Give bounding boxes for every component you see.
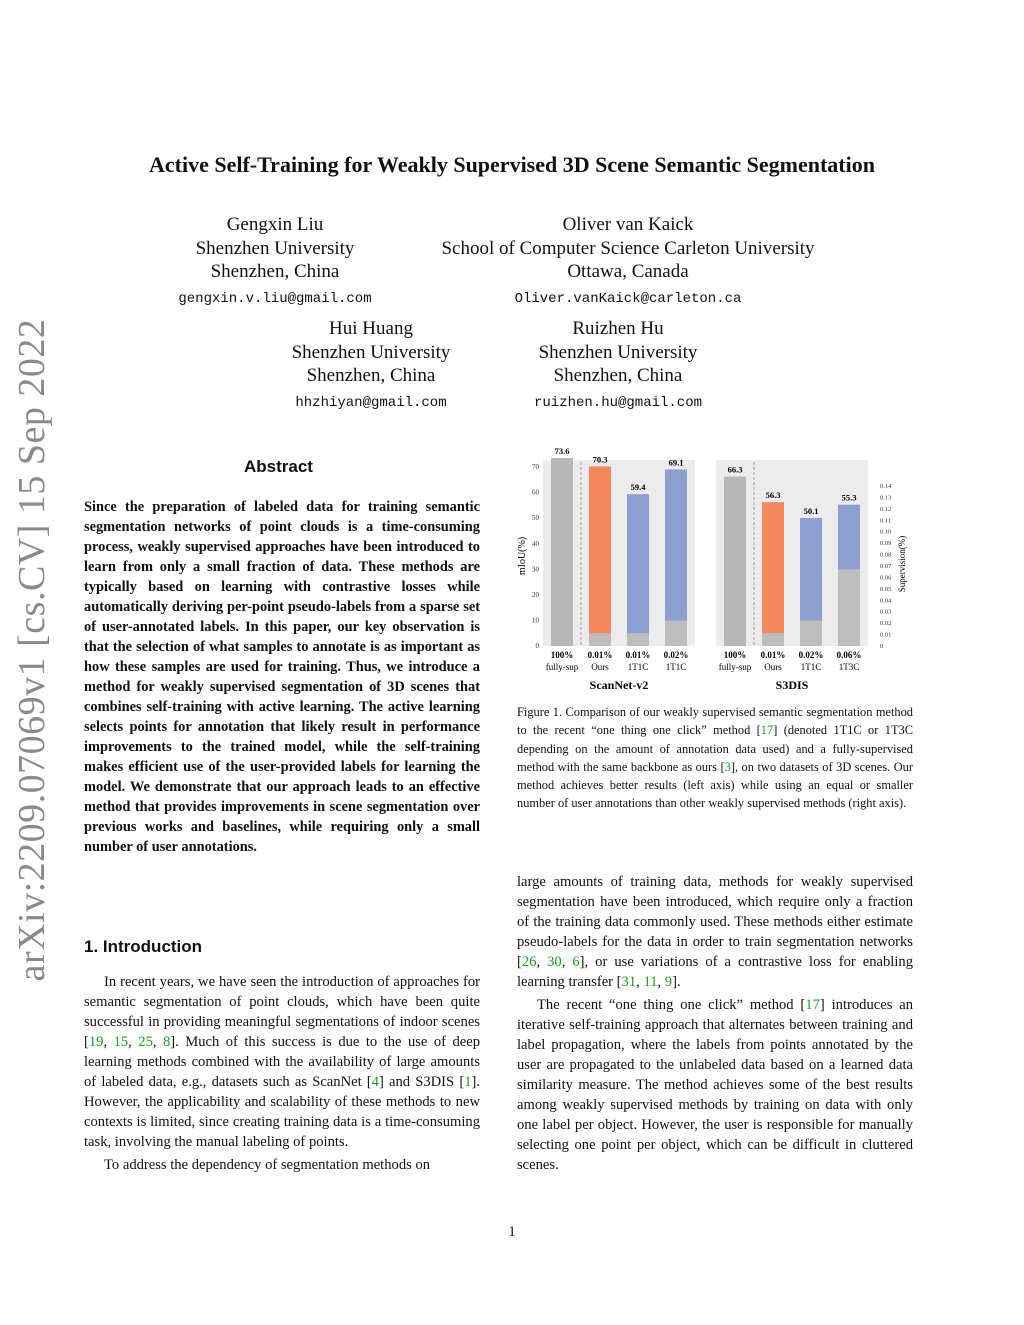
body-paragraph: The recent “one thing one click” method [17] introduces an iterative self-training approach that alternates between training and label propagation, where the labels from points annotated by the user are propagated to the unlabeled data based on a learned data similarity measure. The method achieves some of the best results among weakly supervised methods by training on data with only one label per object. However, the user is responsible for manually selecting one point per object, which can be difficult in cluttered scenes. bbox=[517, 997, 913, 1173]
author-email[interactable]: gengxin.v.liu@gmail.com bbox=[178, 290, 372, 307]
author-email[interactable]: ruizhen.hu@gmail.com bbox=[533, 394, 703, 411]
author-location: Shenzhen, China bbox=[553, 365, 683, 386]
author-email[interactable]: hhzhiyan@gmail.com bbox=[295, 394, 447, 411]
y-tick-label: 50 bbox=[532, 514, 539, 523]
miou-bar bbox=[551, 458, 573, 646]
y2-tick-label: 0.14 bbox=[880, 483, 892, 490]
citation-link[interactable]: 17 bbox=[760, 723, 774, 738]
author-affiliation: Shenzhen University bbox=[195, 237, 355, 259]
citation-link[interactable]: 4 bbox=[371, 1074, 379, 1090]
supervision-label: 100% bbox=[723, 650, 747, 660]
dataset-label: ScanNet-v2 bbox=[589, 678, 649, 692]
author-affiliation: Shenzhen University bbox=[291, 341, 451, 363]
author-block bbox=[513, 317, 723, 415]
bar-value-label: 59.4 bbox=[630, 482, 646, 493]
method-label: fully-sup bbox=[545, 662, 579, 672]
author-block bbox=[266, 317, 476, 415]
author-location: Ottawa, Canada bbox=[567, 261, 689, 282]
supervision-bar bbox=[800, 620, 822, 646]
y2-tick-label: 0.13 bbox=[880, 494, 892, 502]
supervision-label: 0.01% bbox=[587, 650, 613, 660]
right-column-text bbox=[517, 872, 913, 1175]
author-email[interactable]: Oliver.vanKaick@carleton.ca bbox=[514, 290, 742, 307]
author-location: Shenzhen, China bbox=[306, 365, 436, 386]
supervision-label: 100% bbox=[550, 650, 574, 660]
y2-axis-label: Supervision(%) bbox=[897, 535, 907, 593]
supervision-label: 0.02% bbox=[798, 650, 824, 660]
bar-value-label: 69.1 bbox=[668, 457, 684, 468]
bar-value-label: 66.3 bbox=[727, 464, 743, 475]
supervision-label: 0.01% bbox=[760, 650, 786, 660]
page-number: 1 bbox=[508, 1224, 516, 1240]
miou-bar bbox=[589, 466, 611, 646]
supervision-label: 0.01% bbox=[625, 650, 651, 660]
supervision-bar bbox=[838, 569, 860, 646]
y2-tick-label: 0.04 bbox=[880, 597, 892, 605]
bar-value-label: 56.3 bbox=[765, 490, 781, 501]
citation-link[interactable]: 15 bbox=[113, 1034, 129, 1050]
intro-text bbox=[84, 972, 480, 1175]
method-label: 1T1C bbox=[627, 662, 649, 672]
y-axis-label: mIoU(%) bbox=[517, 536, 528, 576]
bar-value-label: 73.6 bbox=[554, 445, 570, 456]
arxiv-identifier[interactable]: arXiv:2209.07069v1 [cs.CV] 15 Sep 2022 bbox=[11, 318, 53, 982]
citation-link[interactable]: 19 bbox=[88, 1034, 104, 1050]
supervision-label: 0.02% bbox=[663, 650, 689, 660]
paper-title: Active Self-Training for Weakly Supervised 3D Scene Semantic Segmentation bbox=[149, 152, 875, 177]
y2-tick-label: 0.11 bbox=[880, 517, 892, 525]
abstract-heading: Abstract bbox=[244, 457, 313, 476]
y-tick-label: 30 bbox=[532, 565, 539, 574]
author-affiliation: School of Computer Science Carleton University bbox=[441, 237, 815, 259]
method-label: Ours bbox=[764, 662, 782, 672]
supervision-bar bbox=[762, 633, 784, 646]
body-paragraph: large amounts of training data, methods for weakly supervised segmentation have been introduced, which require only a fraction of the training data commonly used. These methods either estimate pseudo-labels for the data in order to train segmentation networks [26, 30, 6], or use variations of a contrastive loss for enabling learning transfer [31, 11, 9]. bbox=[517, 874, 913, 990]
abstract-text: Since the preparation of labeled data for training semantic segmentation networks of point clouds is a time-consuming process, weakly supervised approaches have been introduced to learn from only a small fraction of data. These methods are typically based on learning with contrastive losses while automatically deriving per-point pseudo-labels from a sparse set of user-annotated labels. In this paper, our key observation is that the selection of what samples to annotate is as important as how these samples are used for training. Thus, we introduce a method for weakly supervised segmentation of 3D scenes that combines self-training with active learning. The active learning selects points for annotation that likely result in performance improvements to the trained model, while the self-training makes efficient use of the user-provided labels for learning the model. We demonstrate that our approach leads to an effective method that provides improvements in scene segmentation over previous works and baselines, while requiring only a small number of user annotations. bbox=[84, 499, 480, 855]
y2-tick-label: 0.12 bbox=[880, 505, 892, 513]
citation-link[interactable]: 3 bbox=[724, 759, 731, 774]
y-tick-label: 60 bbox=[532, 488, 539, 497]
citation-link[interactable]: 25 bbox=[138, 1034, 153, 1050]
method-label: 1T1C bbox=[665, 662, 687, 672]
citation-link[interactable]: 1 bbox=[464, 1074, 472, 1090]
citation-link[interactable]: 6 bbox=[572, 954, 580, 970]
miou-bar bbox=[665, 469, 687, 646]
author-name: Gengxin Liu bbox=[226, 214, 324, 235]
supervision-bar bbox=[589, 633, 611, 646]
y-tick-label: 40 bbox=[532, 539, 539, 548]
author-name: Oliver van Kaick bbox=[562, 214, 694, 235]
method-label: Ours bbox=[591, 662, 609, 672]
y2-tick-label: 0.09 bbox=[880, 540, 892, 548]
y2-tick-label: 0 bbox=[880, 643, 884, 650]
y2-tick-label: 0.10 bbox=[880, 528, 892, 536]
supervision-bar bbox=[627, 633, 649, 646]
intro-paragraph: To address the dependency of segmentation methods on bbox=[104, 1157, 431, 1173]
y-tick-label: 20 bbox=[532, 590, 539, 599]
miou-bar bbox=[762, 502, 784, 646]
y-tick-label: 10 bbox=[532, 616, 539, 625]
dataset-label: S3DIS bbox=[775, 678, 809, 692]
author-affiliation: Shenzhen University bbox=[538, 341, 698, 363]
supervision-label: 0.06% bbox=[836, 650, 862, 660]
miou-bar bbox=[724, 477, 746, 646]
method-label: fully-sup bbox=[718, 662, 752, 672]
y2-tick-label: 0.06 bbox=[880, 574, 892, 582]
supervision-bar bbox=[665, 620, 687, 646]
bar-value-label: 55.3 bbox=[841, 492, 857, 503]
author-block bbox=[418, 213, 838, 311]
miou-bar bbox=[627, 494, 649, 646]
citation-link[interactable]: 17 bbox=[805, 997, 820, 1013]
method-label: 1T3C bbox=[838, 662, 860, 672]
y-tick-label: 70 bbox=[532, 463, 539, 472]
y2-tick-label: 0.01 bbox=[880, 631, 892, 639]
figure-1-chart bbox=[513, 445, 913, 696]
citation-link[interactable]: 9 bbox=[664, 974, 673, 990]
citation-link[interactable]: 26 bbox=[521, 954, 537, 970]
author-block bbox=[175, 213, 375, 311]
y2-tick-label: 0.08 bbox=[880, 551, 892, 559]
citation-link[interactable]: 8 bbox=[162, 1034, 171, 1050]
bar-value-label: 70.3 bbox=[592, 454, 608, 465]
intro-paragraph: In recent years, we have seen the introduction of approaches for semantic segmentation of point clouds, which have been quite successful in providing meaningful segmentations of indoor scenes [19, 15, 25, 8]. Much of this success is due to the use of deep learning methods combined with the availability of large amounts of labeled data, e.g., datasets such as ScanNet [4] and S3DIS [1]. However, the applicability and scalability of these methods to new contexts is limited, since creating training data is a time-consuming task, involving the manual labeling of points. bbox=[84, 974, 481, 1150]
citation-link[interactable]: 31 bbox=[621, 974, 637, 990]
author-location: Shenzhen, China bbox=[210, 261, 340, 282]
author-name: Hui Huang bbox=[329, 318, 413, 339]
bar-value-label: 50.1 bbox=[803, 505, 819, 516]
citation-link[interactable]: 30 bbox=[547, 954, 562, 970]
y2-tick-label: 0.05 bbox=[880, 585, 892, 593]
author-name: Ruizhen Hu bbox=[572, 318, 664, 339]
method-label: 1T1C bbox=[800, 662, 822, 672]
y2-tick-label: 0.03 bbox=[880, 608, 892, 616]
y-tick-label: 0 bbox=[535, 642, 539, 650]
citation-link[interactable]: 11 bbox=[643, 974, 658, 990]
intro-heading: 1. Introduction bbox=[84, 937, 203, 956]
arxiv-sidebar bbox=[2, 318, 62, 982]
figure-caption: Figure 1. Comparison of our weakly supervised semantic segmentation method to the recent “one thing one click” method [17] (denoted 1T1C or 1T3C depending on the amount of annotation data used) and a fully-supervised method with the same backbone as ours [3], on two datasets of 3D scenes. Our method achieves better results (left axis) while using an equal or smaller number of user annotations than other weakly supervised methods (right axis). bbox=[517, 705, 913, 811]
y2-tick-label: 0.07 bbox=[880, 563, 892, 570]
y2-tick-label: 0.02 bbox=[880, 620, 892, 628]
